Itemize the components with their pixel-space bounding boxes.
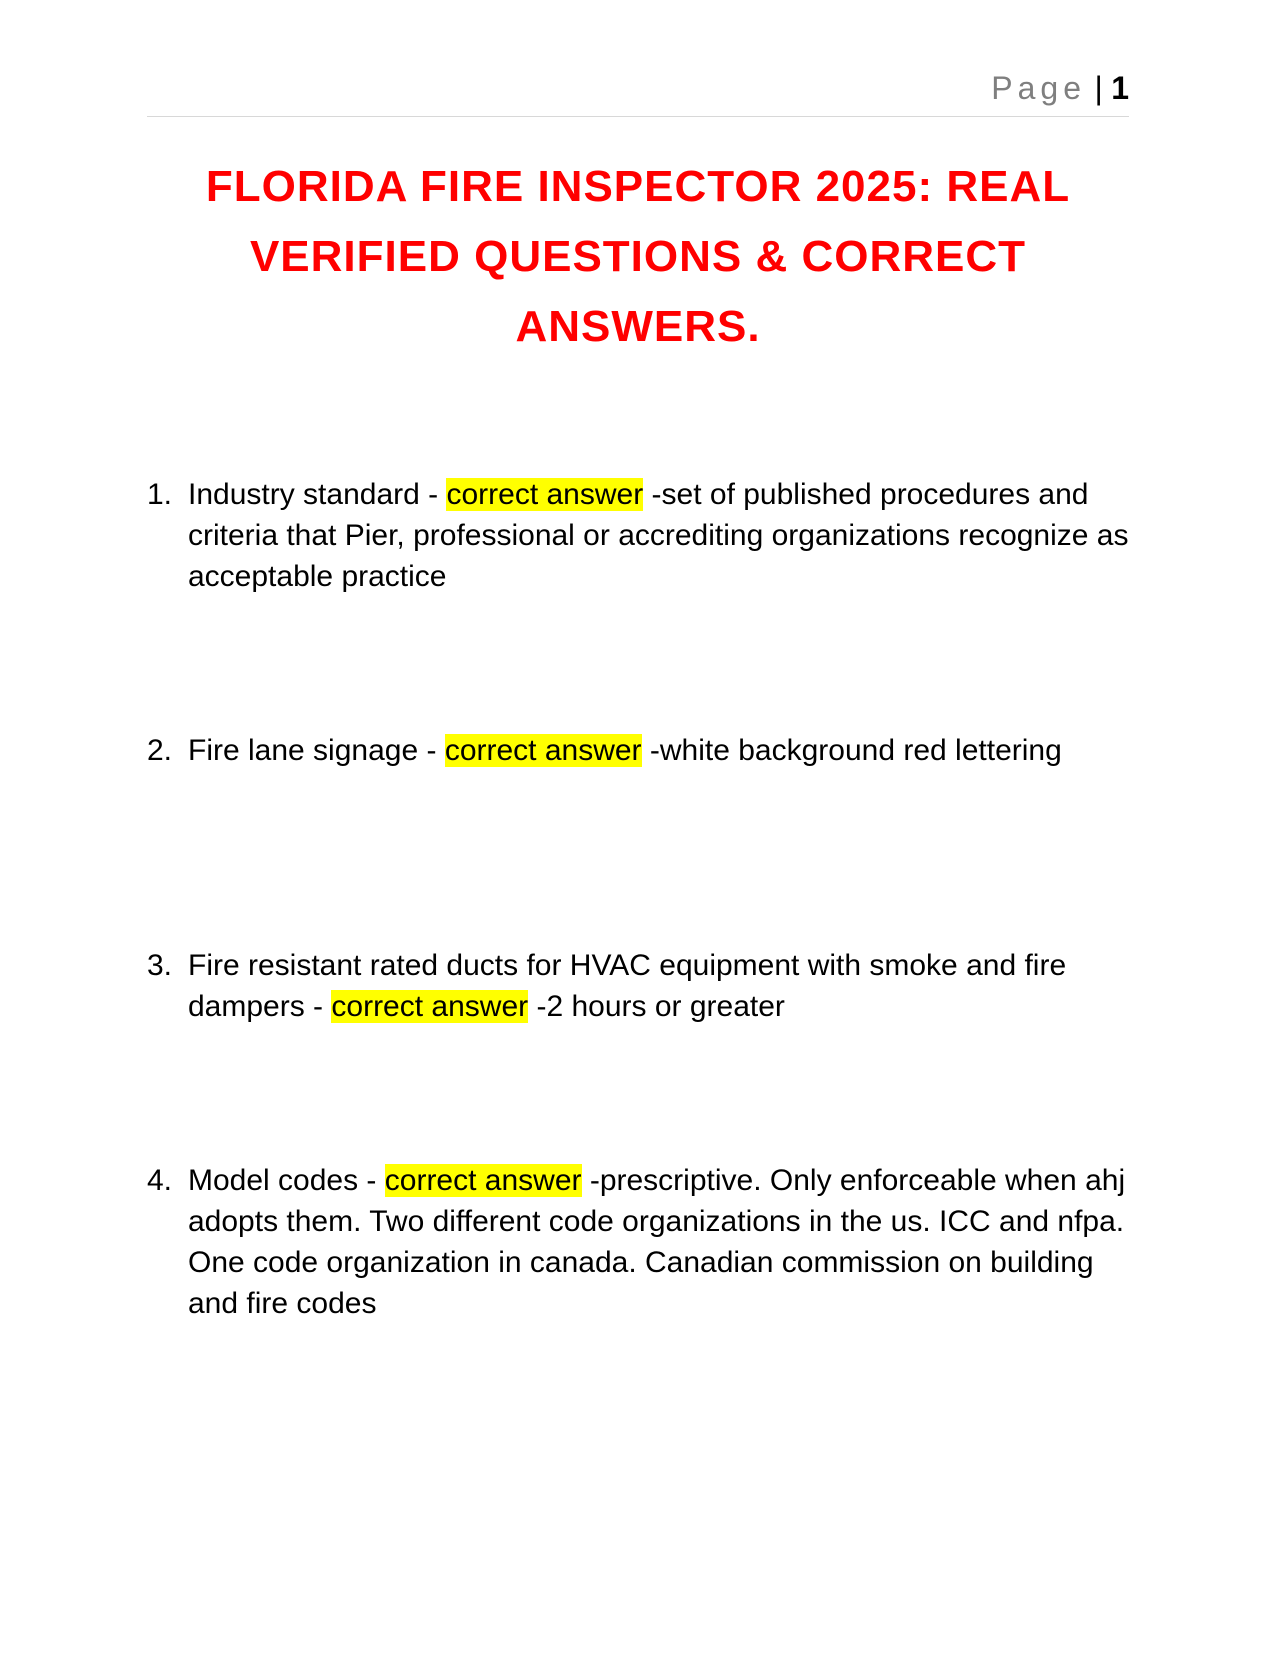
correct-answer-marker: correct answer [444, 734, 642, 767]
qa-number: 3. [147, 949, 173, 982]
page-header [147, 70, 1129, 117]
qa-text [188, 474, 1137, 597]
qa-item-2 [147, 730, 1137, 771]
qa-answer: -2 hours or greater [528, 990, 785, 1023]
page-separator: | [1094, 70, 1103, 106]
correct-answer-marker: correct answer [331, 990, 529, 1023]
correct-answer-marker: correct answer [446, 478, 644, 511]
correct-answer-marker: correct answer [384, 1164, 582, 1197]
qa-question: Fire resistant rated ducts for HVAC equipment with smoke and fire dampers - [188, 949, 1067, 1023]
qa-text [188, 945, 1137, 1027]
qa-answer: -prescriptive. Only enforceable when ahj adopts them. Two different code organizations in the us. ICC and nfpa. One code organization in canada. Canadian commission on building and fire codes [188, 1164, 1126, 1320]
document-title: FLORIDA FIRE INSPECTOR 2025: REAL VERIFIED QUESTIONS & CORRECT ANSWERS. [205, 162, 1071, 351]
qa-question: Model codes - [188, 1164, 385, 1197]
page-number: 1 [1111, 70, 1129, 106]
qa-text [188, 1160, 1137, 1324]
qa-answer: -set of published procedures and criteria that Pier, professional or accrediting organizations recognize as acceptable practice [188, 478, 1129, 593]
qa-text [188, 730, 1137, 771]
qa-answer: -white background red lettering [641, 734, 1062, 767]
qa-item-3 [147, 945, 1137, 1027]
page-label: Page [991, 70, 1086, 106]
qa-question: Fire lane signage - [188, 734, 445, 767]
qa-item-4 [147, 1160, 1137, 1324]
qa-number: 1. [147, 478, 173, 511]
qa-item-1 [147, 474, 1137, 597]
qa-question: Industry standard - [188, 478, 447, 511]
qa-number: 2. [147, 734, 173, 767]
qa-number: 4. [147, 1164, 173, 1197]
